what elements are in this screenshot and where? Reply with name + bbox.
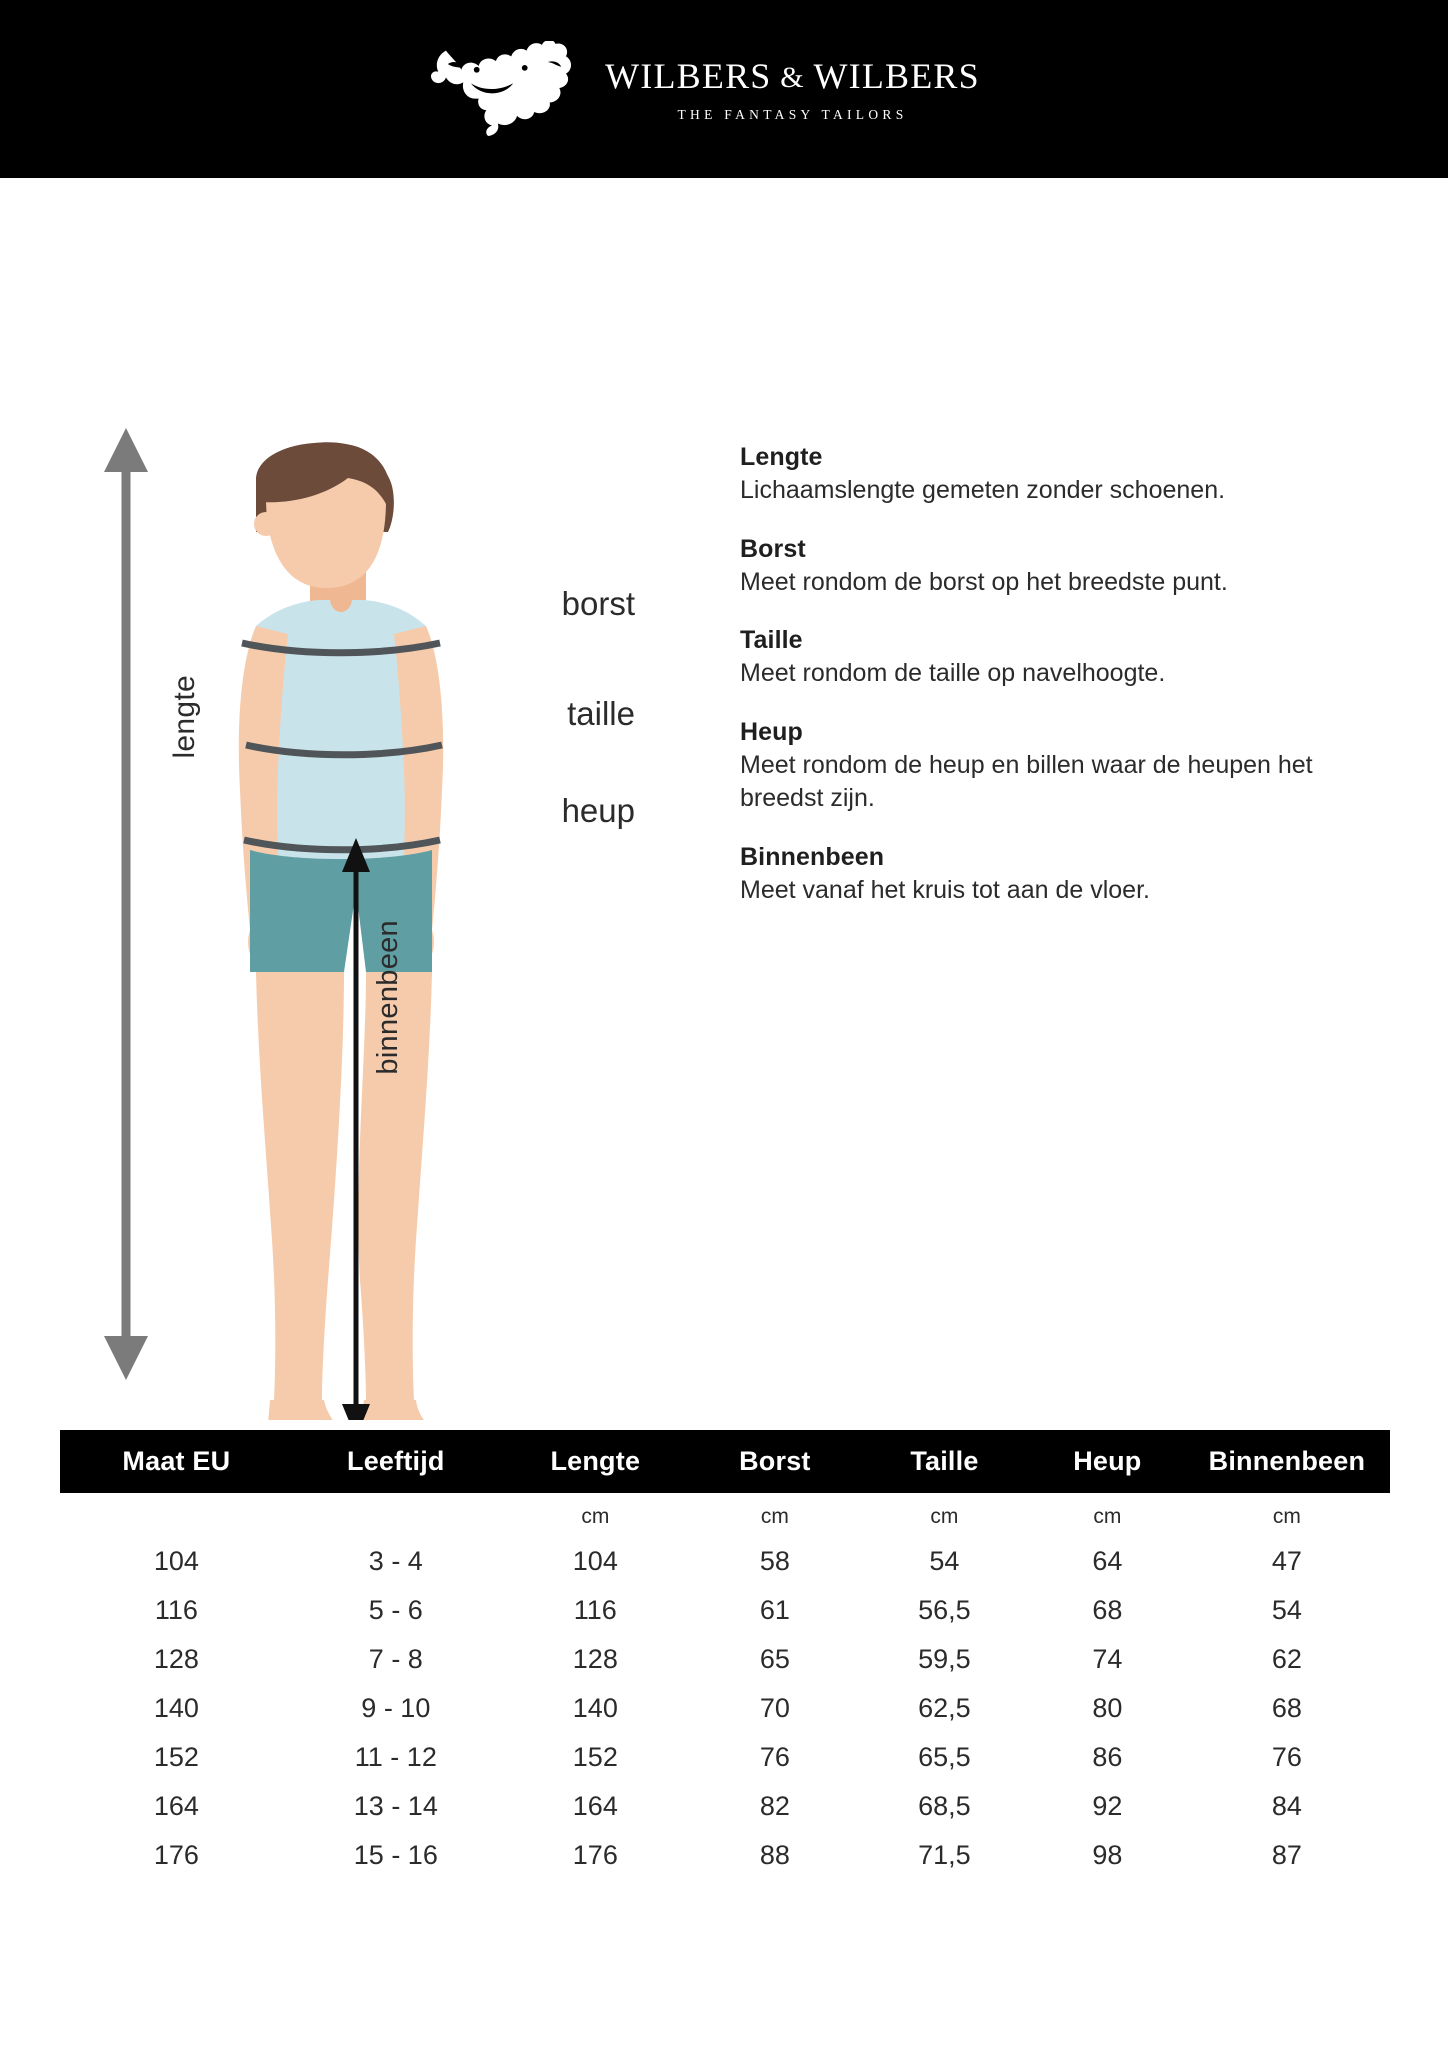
explanation-text: Meet rondom de taille op navelhoogte. (740, 659, 1166, 687)
cell-binnenbeen: 47 (1271, 1546, 1302, 1576)
brand-name: WILBERS & WILBERS (605, 56, 980, 96)
explanation-title: Borst (740, 534, 806, 563)
cell-maat-eu: 152 (153, 1742, 199, 1772)
cell-taille: 65,5 (918, 1742, 971, 1772)
cell-binnenbeen: 84 (1271, 1791, 1302, 1821)
cell-taille: 68,5 (918, 1791, 971, 1821)
column-header-borst: Borst (692, 1430, 858, 1493)
table-row (60, 1684, 1390, 1733)
jester-logo-icon (428, 41, 583, 137)
cell-lengte: 176 (572, 1840, 618, 1870)
table-row (60, 1586, 1390, 1635)
cell-maat-eu: 140 (153, 1693, 199, 1723)
cell-taille: 62,5 (918, 1693, 971, 1723)
explanation-heup (740, 718, 1390, 816)
explanation-binnenbeen (740, 843, 1390, 908)
explanation-title: Taille (740, 626, 803, 654)
unit-cell: cm (1093, 1505, 1122, 1528)
cell-borst: 61 (759, 1595, 790, 1625)
column-header-lengte: Lengte (499, 1430, 692, 1493)
column-header-taille: Taille (858, 1430, 1031, 1493)
explanation-title: Binnenbeen (740, 842, 885, 871)
unit-cell (60, 1493, 293, 1537)
cell-binnenbeen: 62 (1271, 1644, 1302, 1674)
cell-heup: 64 (1092, 1546, 1123, 1576)
heup-callout-label: heup (561, 792, 635, 829)
table-row (60, 1635, 1390, 1684)
lengte-arrow-icon (104, 428, 148, 1380)
cell-taille: 56,5 (918, 1595, 971, 1625)
explanation-taille (740, 626, 1390, 691)
cell-binnenbeen: 76 (1271, 1742, 1302, 1772)
table-row (60, 1831, 1390, 1880)
cell-heup: 80 (1092, 1693, 1123, 1723)
explanation-title: Heup (740, 717, 803, 746)
cell-maat-eu: 128 (153, 1644, 199, 1674)
column-header-maat-eu: Maat EU (60, 1430, 293, 1493)
cell-borst: 88 (759, 1840, 790, 1870)
cell-lengte: 140 (572, 1693, 618, 1723)
explanation-text: Meet rondom de heup en billen waar de heupen het breedst zijn. (740, 750, 1313, 812)
brand-tagline: THE FANTASY TAILORS (677, 107, 908, 122)
cell-borst: 82 (759, 1791, 790, 1821)
cell-lengte: 164 (572, 1791, 618, 1821)
column-header-heup: Heup (1031, 1430, 1184, 1493)
cell-leeftijd: 5 - 6 (368, 1595, 423, 1625)
cell-taille: 71,5 (918, 1840, 971, 1870)
cell-lengte: 116 (573, 1595, 617, 1625)
cell-leeftijd: 11 - 12 (354, 1742, 437, 1772)
size-table-container (60, 1430, 1390, 1880)
explanation-text: Meet rondom de borst op het breedste punt. (740, 567, 1228, 596)
cell-binnenbeen: 87 (1271, 1840, 1302, 1870)
explanation-lengte (740, 443, 1390, 508)
brand-text (605, 55, 980, 123)
cell-leeftijd: 13 - 14 (353, 1791, 438, 1821)
borst-callout-label: borst (561, 585, 635, 622)
table-header-row (60, 1430, 1390, 1493)
table-row (60, 1537, 1390, 1586)
cell-heup: 98 (1092, 1840, 1123, 1870)
size-table-head (60, 1430, 1390, 1493)
cell-maat-eu: 104 (153, 1546, 199, 1576)
page-header (0, 0, 1448, 178)
size-table (60, 1430, 1390, 1880)
cell-borst: 58 (759, 1546, 790, 1576)
unit-cell: cm (1272, 1505, 1301, 1528)
explanation-title: Lengte (740, 443, 823, 471)
cell-leeftijd: 15 - 16 (353, 1840, 438, 1870)
cell-leeftijd: 3 - 4 (368, 1546, 423, 1576)
body-figure-icon (239, 442, 443, 1420)
cell-lengte: 104 (572, 1546, 618, 1576)
cell-taille: 54 (929, 1546, 960, 1576)
unit-cell: cm (581, 1505, 610, 1528)
table-row (60, 1782, 1390, 1831)
unit-cell (293, 1493, 499, 1537)
cell-leeftijd: 9 - 10 (361, 1693, 431, 1723)
cell-leeftijd: 7 - 8 (368, 1644, 423, 1674)
cell-borst: 65 (759, 1644, 790, 1674)
cell-maat-eu: 164 (153, 1791, 199, 1821)
unit-cell: cm (930, 1505, 959, 1528)
table-units-row (60, 1493, 1390, 1537)
body-measurement-illustration (60, 420, 700, 1420)
size-table-body (60, 1493, 1390, 1880)
cell-heup: 92 (1092, 1791, 1123, 1821)
measurement-explanations (740, 443, 1390, 907)
brand-lockup (428, 41, 980, 137)
cell-maat-eu: 176 (153, 1840, 199, 1870)
cell-heup: 68 (1092, 1595, 1123, 1625)
taille-callout-label: taille (567, 695, 635, 732)
cell-lengte: 152 (572, 1742, 618, 1772)
cell-heup: 86 (1092, 1742, 1123, 1772)
cell-borst: 70 (759, 1693, 790, 1723)
cell-taille: 59,5 (918, 1644, 971, 1674)
lengte-axis-label: lengte (168, 675, 201, 759)
column-header-leeftijd: Leeftijd (293, 1430, 499, 1493)
cell-borst: 76 (759, 1742, 790, 1772)
table-row (60, 1733, 1390, 1782)
explanation-text: Meet vanaf het kruis tot aan de vloer. (740, 875, 1150, 904)
cell-lengte: 128 (572, 1644, 618, 1674)
cell-binnenbeen: 54 (1271, 1595, 1302, 1625)
explanation-borst (740, 535, 1390, 600)
column-header-binnenbeen: Binnenbeen (1184, 1430, 1390, 1493)
cell-maat-eu: 116 (154, 1595, 198, 1625)
cell-binnenbeen: 68 (1271, 1693, 1302, 1723)
explanation-text: Lichaamslengte gemeten zonder schoenen. (740, 476, 1226, 504)
unit-cell: cm (760, 1505, 789, 1528)
cell-heup: 74 (1092, 1644, 1123, 1674)
binnenbeen-axis-label: binnenbeen (372, 920, 404, 1075)
